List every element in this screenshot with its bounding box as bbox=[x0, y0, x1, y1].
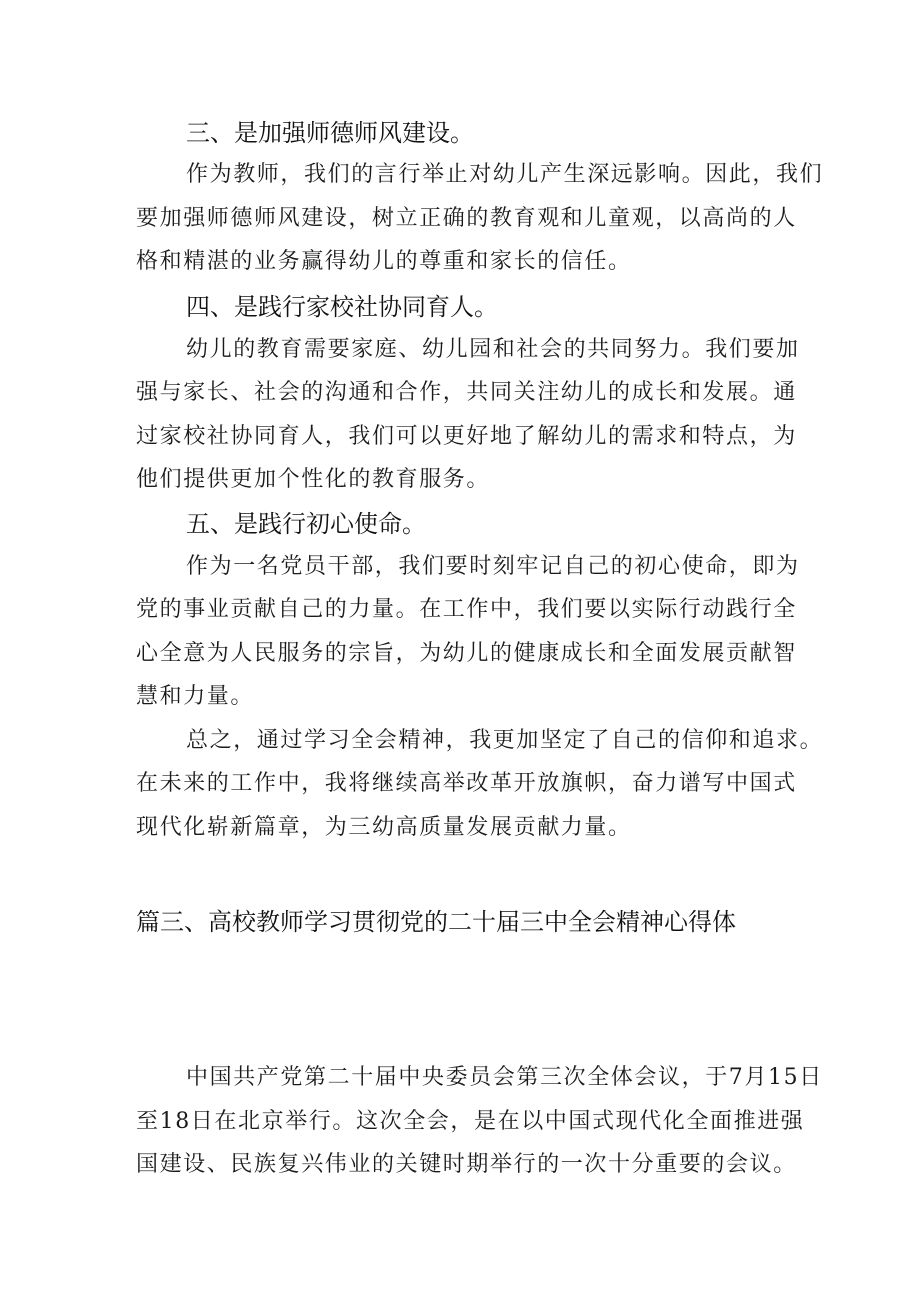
section-4-heading: 四、是践行家校社协同育人。 bbox=[186, 293, 498, 321]
section-4-line-4: 他们提供更加个性化的教育服务。 bbox=[136, 467, 491, 492]
section-5-heading: 五、是践行初心使命。 bbox=[186, 510, 426, 538]
section-5-line-2: 党的事业贡献自己的力量。在工作中，我们要以实际行动践行全 bbox=[136, 597, 797, 622]
section-3-line-3: 格和精湛的业务赢得幼儿的尊重和家长的信任。 bbox=[136, 249, 632, 274]
section-3-line-2: 要加强师德师风建设，树立正确的教育观和儿童观，以高尚的人 bbox=[136, 206, 797, 231]
section-5-line-1: 作为一名党员干部，我们要时刻牢记自己的初心使命，即为 bbox=[186, 554, 800, 579]
article-3-line-2: 至18日在北京举行。这次全会，是在以中国式现代化全面推进强 bbox=[136, 1109, 805, 1134]
article-3-line-1: 中国共产党第二十届中央委员会第三次全体会议，于7月15日 bbox=[186, 1065, 823, 1090]
section-5-line-3: 心全意为人民服务的宗旨，为幼儿的健康成长和全面发展贡献智 bbox=[136, 641, 797, 666]
section-4-line-2: 强与家长、社会的沟通和合作，共同关注幼儿的成长和发展。通 bbox=[136, 380, 797, 405]
article-3-title: 篇三、高校教师学习贯彻党的二十届三中全会精神心得体 bbox=[136, 908, 736, 936]
section-5-line-4: 慧和力量。 bbox=[136, 684, 255, 709]
conclusion-line-2: 在未来的工作中，我将继续高举改革开放旗帜，奋力谱写中国式 bbox=[136, 771, 797, 796]
section-4-line-1: 幼儿的教育需要家庭、幼儿园和社会的共同努力。我们要加 bbox=[186, 337, 800, 362]
conclusion-line-1: 总之，通过学习全会精神，我更加坚定了自己的信仰和追求。 bbox=[186, 728, 824, 753]
conclusion-line-3: 现代化崭新篇章，为三幼高质量发展贡献力量。 bbox=[136, 815, 632, 840]
section-3-heading: 三、是加强师德师风建设。 bbox=[186, 119, 474, 147]
section-3-line-1: 作为教师，我们的言行举止对幼儿产生深远影响。因此，我们 bbox=[186, 162, 824, 187]
article-3-line-3: 国建设、民族复兴伟业的关键时期举行的一次十分重要的会议。 bbox=[136, 1152, 797, 1177]
section-4-line-3: 过家校社协同育人，我们可以更好地了解幼儿的需求和特点，为 bbox=[136, 424, 797, 449]
